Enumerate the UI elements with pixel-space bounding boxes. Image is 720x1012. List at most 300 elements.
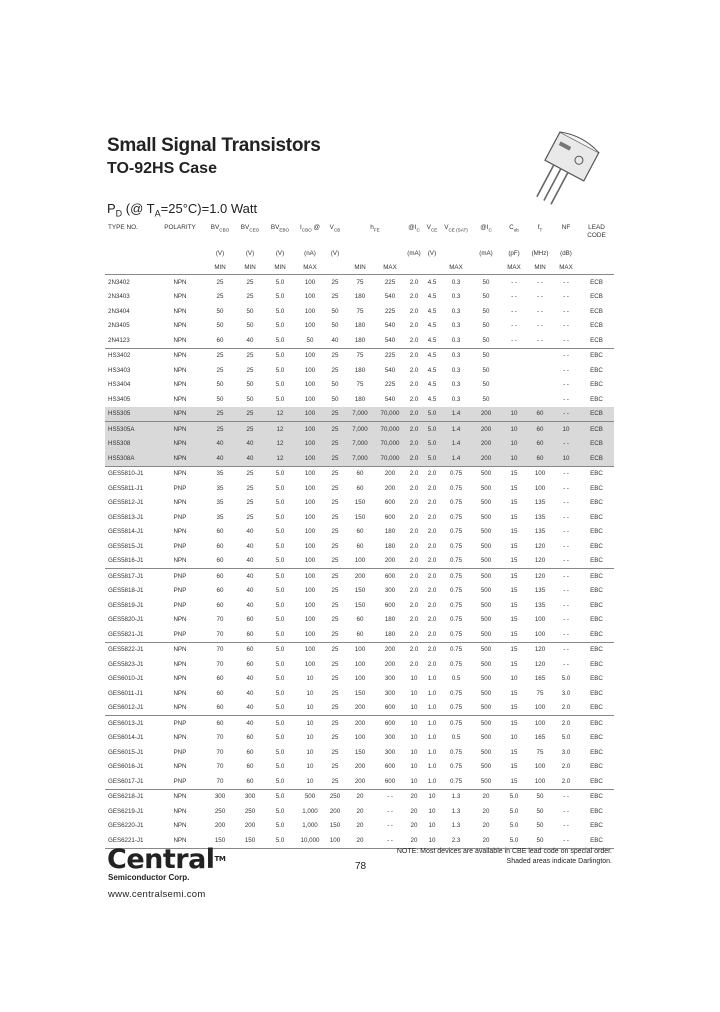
value-cell: EBC (590, 366, 603, 374)
value-cell: 2.0 (427, 499, 437, 507)
table-row (105, 378, 614, 393)
value-cell: 25 (246, 293, 254, 301)
page-number: 78 (355, 861, 367, 872)
value-cell: 25 (325, 627, 345, 642)
value-cell: 60 (246, 616, 254, 624)
value-cell: 0.75 (441, 554, 471, 569)
value-cell: 12 (265, 407, 295, 422)
col-type: TYPE NO. (108, 224, 138, 231)
table-row (105, 539, 614, 554)
value-cell: 10 (306, 719, 314, 727)
type-cell: 2N3403 (108, 293, 130, 301)
value-cell: 100 (304, 601, 316, 609)
value-cell: 0.75 (449, 616, 463, 624)
limit-cell (471, 260, 501, 275)
table-row (105, 275, 614, 290)
value-cell: 225 (384, 307, 396, 315)
value-cell: 60 (216, 528, 224, 536)
value-cell: EBC (590, 689, 603, 697)
value-cell: 10 (501, 451, 527, 466)
table-row (105, 422, 614, 437)
value-cell: NPN (155, 451, 205, 466)
value-cell: 5.0 (275, 689, 285, 697)
value-cell: 5.0 (275, 352, 285, 360)
value-cell: 200 (384, 470, 396, 478)
value-cell: 500 (480, 499, 492, 507)
value-cell: 15 (510, 646, 518, 654)
value-cell: 200 (345, 774, 375, 789)
value-cell: - - (563, 499, 569, 507)
value-cell: - - (563, 616, 569, 624)
value-cell: 2.0 (405, 554, 423, 569)
value-cell: 70,000 (375, 422, 405, 437)
value-cell: 100 (534, 763, 546, 771)
value-cell: 10 (306, 763, 314, 771)
value-cell: 300 (384, 689, 396, 697)
value-cell: 165 (534, 675, 546, 683)
value-cell: 0.75 (449, 601, 463, 609)
value-cell: 70 (216, 616, 224, 624)
value-cell: 5.0 (275, 293, 285, 301)
value-cell: 5.0 (423, 407, 441, 422)
value-cell: EBC (590, 352, 603, 360)
value-cell: 2.0 (427, 470, 437, 478)
unit-cell (375, 246, 405, 260)
value-cell: 25 (331, 528, 339, 536)
value-cell: 60 (235, 774, 265, 789)
value-cell: NPN (173, 689, 187, 697)
value-cell: 15 (510, 660, 518, 668)
value-cell: 75 (536, 689, 544, 697)
value-cell: 100 (304, 660, 316, 668)
value-cell: 100 (295, 554, 325, 569)
value-cell: 15 (510, 484, 518, 492)
value-cell: 60 (527, 422, 553, 437)
value-cell: 5.0 (265, 627, 295, 642)
limit-cell: MIN (527, 260, 553, 275)
limit-cell: MAX (441, 260, 471, 275)
value-cell: ECB (579, 422, 614, 437)
value-cell: ECB (579, 437, 614, 452)
type-cell: GES5817-J1 (108, 572, 144, 580)
value-cell: 25 (331, 660, 339, 668)
value-cell: 100 (304, 587, 316, 595)
value-cell: 500 (480, 675, 492, 683)
value-cell: 50 (246, 395, 254, 403)
type-cell: GES5812-J1 (108, 499, 144, 507)
value-cell: 5.0 (275, 513, 285, 521)
value-cell: 1.3 (451, 822, 461, 830)
value-cell: 25 (331, 513, 339, 521)
value-cell: 60 (246, 646, 254, 654)
power-rating: $P_D$ (@ $T_A=25^\circ C)=1.0$ Watt (107, 201, 258, 219)
value-cell: 25 (331, 470, 339, 478)
type-cell: GES6017-J1 (105, 774, 155, 789)
value-cell: 2.0 (409, 322, 419, 330)
value-cell: 25 (331, 763, 339, 771)
value-cell: 10 (428, 793, 436, 801)
value-cell: 40 (246, 528, 254, 536)
value-cell: 20 (482, 822, 490, 830)
value-cell: - - (563, 528, 569, 536)
value-cell: 100 (534, 616, 546, 624)
value-cell: 2.0 (427, 542, 437, 550)
limit-cell (423, 260, 441, 275)
value-cell: 200 (471, 437, 501, 452)
value-cell: 180 (384, 616, 396, 624)
value-cell: 100 (295, 422, 325, 437)
value-cell: 5.0 (265, 833, 295, 848)
table-row (105, 348, 614, 363)
value-cell: 25 (325, 554, 345, 569)
value-cell: 25 (246, 484, 254, 492)
value-cell: NPN (173, 734, 187, 742)
value-cell: 4.5 (427, 322, 437, 330)
value-cell: - - (537, 322, 543, 330)
table-row (105, 701, 614, 716)
value-cell: 150 (329, 822, 341, 830)
value-cell: EBC (590, 763, 603, 771)
value-cell: 50 (246, 381, 254, 389)
value-cell: 0.3 (451, 293, 461, 301)
value-cell: 5.0 (423, 437, 441, 452)
value-cell: 5.0 (275, 748, 285, 756)
value-cell: 1.0 (427, 719, 437, 727)
value-cell: 40 (235, 333, 265, 348)
value-cell: 120 (534, 660, 546, 668)
value-cell: 135 (534, 513, 546, 521)
value-cell: 5.0 (509, 807, 519, 815)
value-cell: - - (563, 395, 569, 403)
value-cell: 5.0 (275, 601, 285, 609)
value-cell: 25 (331, 542, 339, 550)
value-cell: 35 (216, 513, 224, 521)
value-cell: EBC (590, 646, 603, 654)
value-cell: 12 (265, 422, 295, 437)
value-cell: 1.4 (441, 422, 471, 437)
value-cell: 500 (480, 513, 492, 521)
value-cell: 1.0 (427, 763, 437, 771)
value-cell: 2.0 (409, 307, 419, 315)
value-cell: 600 (384, 763, 396, 771)
value-cell: 5.0 (275, 675, 285, 683)
table-row (105, 392, 614, 407)
value-cell: 50 (482, 381, 490, 389)
type-cell: 2N3405 (108, 322, 130, 330)
value-cell: 40 (235, 451, 265, 466)
type-cell: GES5823-J1 (108, 660, 144, 668)
type-cell: HS5305 (105, 407, 155, 422)
value-cell: NPN (173, 616, 187, 624)
unit-cell (105, 246, 155, 260)
limit-cell: MAX (375, 260, 405, 275)
value-cell: 75 (356, 352, 364, 360)
table-row (105, 319, 614, 334)
value-cell (527, 378, 553, 393)
value-cell: 150 (354, 601, 366, 609)
value-cell (501, 392, 527, 407)
value-cell: 2.0 (409, 293, 419, 301)
unit-cell: (pF) (508, 249, 520, 257)
value-cell: 5.0 (501, 833, 527, 848)
value-cell: 100 (304, 646, 316, 654)
value-cell: 0.75 (449, 528, 463, 536)
value-cell: 500 (480, 734, 492, 742)
value-cell: 25 (216, 293, 224, 301)
value-cell (527, 392, 553, 407)
value-cell: 10 (410, 734, 418, 742)
value-cell: 0.75 (449, 542, 463, 550)
value-cell: 1.0 (423, 701, 441, 716)
value-cell: NPN (173, 470, 187, 478)
unit-cell (345, 246, 375, 260)
value-cell: 100 (304, 542, 316, 550)
value-cell: 225 (384, 278, 396, 286)
value-cell: 225 (384, 381, 396, 389)
table-row (105, 451, 614, 466)
value-cell: 1.4 (441, 407, 471, 422)
value-cell: 35 (216, 484, 224, 492)
unit-cell (155, 246, 205, 260)
value-cell: 5.0 (275, 395, 285, 403)
value-cell: EBC (579, 627, 614, 642)
value-cell: EBC (590, 572, 603, 580)
value-cell: 5.0 (275, 587, 285, 595)
value-cell: - - (563, 660, 569, 668)
value-cell: 600 (384, 601, 396, 609)
value-cell: 180 (375, 627, 405, 642)
value-cell: ECB (579, 451, 614, 466)
type-cell: GES6218-J1 (108, 793, 144, 801)
value-cell: 25 (331, 352, 339, 360)
value-cell: - - (511, 307, 517, 315)
value-cell: 50 (331, 322, 339, 330)
value-cell: 500 (471, 701, 501, 716)
value-cell: NPN (173, 322, 187, 330)
type-cell: HS5308 (105, 437, 155, 452)
value-cell: 15 (510, 689, 518, 697)
value-cell: 15 (501, 701, 527, 716)
value-cell: EBC (579, 833, 614, 848)
value-cell: 100 (304, 352, 316, 360)
value-cell: 15 (510, 499, 518, 507)
table-row (105, 290, 614, 305)
type-cell: GES5814-J1 (108, 528, 144, 536)
value-cell: 5.0 (509, 793, 519, 801)
value-cell: 600 (384, 499, 396, 507)
value-cell: 60 (527, 451, 553, 466)
value-cell: 0.75 (449, 499, 463, 507)
value-cell: 100 (345, 554, 375, 569)
value-cell: 40 (235, 437, 265, 452)
value-cell: 40 (246, 542, 254, 550)
value-cell: 0.3 (451, 307, 461, 315)
value-cell: 50 (536, 793, 544, 801)
value-cell: 500 (480, 646, 492, 654)
type-cell: GES6012-J1 (105, 701, 155, 716)
unit-cell: (V) (215, 249, 225, 257)
value-cell: 2.0 (405, 422, 423, 437)
value-cell: 300 (384, 748, 396, 756)
value-cell: 2.0 (409, 278, 419, 286)
value-cell: 20 (482, 807, 490, 815)
value-cell: 50 (216, 381, 224, 389)
value-cell: 500 (480, 572, 492, 580)
value-cell: 10 (405, 701, 423, 716)
value-cell: 7,000 (345, 422, 375, 437)
value-cell: 75 (356, 381, 364, 389)
type-cell: GES5813-J1 (108, 513, 144, 521)
value-cell: 20 (356, 793, 364, 801)
value-cell: 0.75 (441, 774, 471, 789)
value-cell: 100 (304, 322, 316, 330)
value-cell: 50 (482, 395, 490, 403)
value-cell: 25 (331, 499, 339, 507)
value-cell: 50 (331, 307, 339, 315)
value-cell: 0.5 (451, 675, 461, 683)
type-cell: HS3402 (108, 352, 131, 360)
value-cell: - - (563, 278, 569, 286)
value-cell: 5.0 (561, 675, 571, 683)
value-cell: NPN (173, 763, 187, 771)
value-cell: 40 (205, 451, 235, 466)
value-cell: 70 (205, 627, 235, 642)
value-cell: 100 (295, 407, 325, 422)
value-cell: 2.0 (561, 763, 571, 771)
transistor-spec-table (105, 222, 614, 849)
value-cell: ECB (590, 278, 603, 286)
value-cell: - - (563, 366, 569, 374)
note-line: NOTE: Most devices are available in CBE lead code on special order. (396, 848, 612, 855)
value-cell: 120 (534, 572, 546, 580)
value-cell: 10 (306, 748, 314, 756)
value-cell: 2.0 (409, 542, 419, 550)
value-cell: 100 (304, 616, 316, 624)
value-cell: EBC (590, 542, 603, 550)
value-cell: NPN (173, 660, 187, 668)
value-cell: 5.0 (265, 774, 295, 789)
value-cell: 5.0 (275, 470, 285, 478)
value-cell: 300 (384, 675, 396, 683)
type-cell: HS3405 (108, 395, 131, 403)
unit-cell: (V) (275, 249, 285, 257)
value-cell: 10 (510, 734, 518, 742)
value-cell: NPN (173, 499, 187, 507)
type-cell: 2N3404 (108, 307, 130, 315)
unit-cell: (nA) (304, 249, 316, 257)
value-cell: 150 (354, 748, 366, 756)
value-cell: 200 (345, 701, 375, 716)
value-cell: 20 (410, 807, 418, 815)
value-cell: 10 (410, 748, 418, 756)
value-cell: 150 (354, 587, 366, 595)
value-cell: 25 (325, 407, 345, 422)
value-cell: 100 (295, 437, 325, 452)
value-cell: 0.75 (449, 763, 463, 771)
value-cell: 0.75 (449, 484, 463, 492)
header-row (105, 222, 614, 246)
value-cell: 100 (527, 774, 553, 789)
value-cell: 180 (354, 293, 366, 301)
table-row (105, 804, 614, 819)
value-cell: 120 (534, 646, 546, 654)
value-cell: 2.0 (405, 627, 423, 642)
type-cell: HS3404 (108, 381, 131, 389)
value-cell: 15 (510, 528, 518, 536)
value-cell: PNP (173, 587, 187, 595)
value-cell: 10 (306, 734, 314, 742)
value-cell: 60 (205, 333, 235, 348)
value-cell: 2.0 (553, 774, 579, 789)
value-cell: 5.0 (275, 307, 285, 315)
value-cell: 7,000 (345, 437, 375, 452)
value-cell: 10 (295, 774, 325, 789)
value-cell: 25 (325, 437, 345, 452)
value-cell: - - (553, 333, 579, 348)
value-cell: 75 (356, 307, 364, 315)
value-cell: 50 (527, 833, 553, 848)
value-cell: NPN (155, 422, 205, 437)
value-cell: 25 (331, 484, 339, 492)
value-cell: 500 (471, 774, 501, 789)
value-cell: EBC (590, 484, 603, 492)
value-cell: - - (553, 554, 579, 569)
value-cell: EBC (590, 381, 603, 389)
value-cell: EBC (579, 701, 614, 716)
value-cell: 4.5 (427, 366, 437, 374)
value-cell: EBC (590, 793, 603, 801)
value-cell: 10 (501, 437, 527, 452)
value-cell: 10 (295, 701, 325, 716)
value-cell: 2.0 (409, 616, 419, 624)
value-cell: - - (375, 833, 405, 848)
value-cell: 165 (534, 734, 546, 742)
value-cell: 1.0 (423, 774, 441, 789)
value-cell: 1.3 (451, 807, 461, 815)
value-cell: 5.0 (275, 719, 285, 727)
type-cell: GES6011-J1 (108, 689, 143, 697)
value-cell: 25 (331, 734, 339, 742)
value-cell: 40 (246, 675, 254, 683)
col-lead: LEAD CODE (587, 224, 606, 239)
value-cell: 25 (331, 646, 339, 654)
value-cell: 100 (304, 572, 316, 580)
value-cell: 5.0 (275, 616, 285, 624)
value-cell: 200 (384, 660, 396, 668)
value-cell: 60 (216, 689, 224, 697)
website-url: www.centralsemi.com (108, 889, 206, 900)
value-cell: 25 (246, 470, 254, 478)
value-cell: 4.5 (427, 293, 437, 301)
value-cell: PNP (173, 748, 187, 756)
table-row (105, 363, 614, 378)
value-cell: 500 (480, 470, 492, 478)
value-cell: 25 (331, 748, 339, 756)
value-cell: NPN (155, 833, 205, 848)
table-row (105, 613, 614, 628)
table-row (105, 819, 614, 834)
table-row (105, 481, 614, 496)
value-cell: 1.4 (441, 437, 471, 452)
table-row (105, 466, 614, 481)
table-row (105, 333, 614, 348)
value-cell: - - (553, 407, 579, 422)
value-cell: 0.75 (449, 719, 463, 727)
table-row (105, 731, 614, 746)
value-cell: EBC (590, 470, 603, 478)
value-cell: 5.0 (275, 499, 285, 507)
value-cell: 500 (480, 719, 492, 727)
